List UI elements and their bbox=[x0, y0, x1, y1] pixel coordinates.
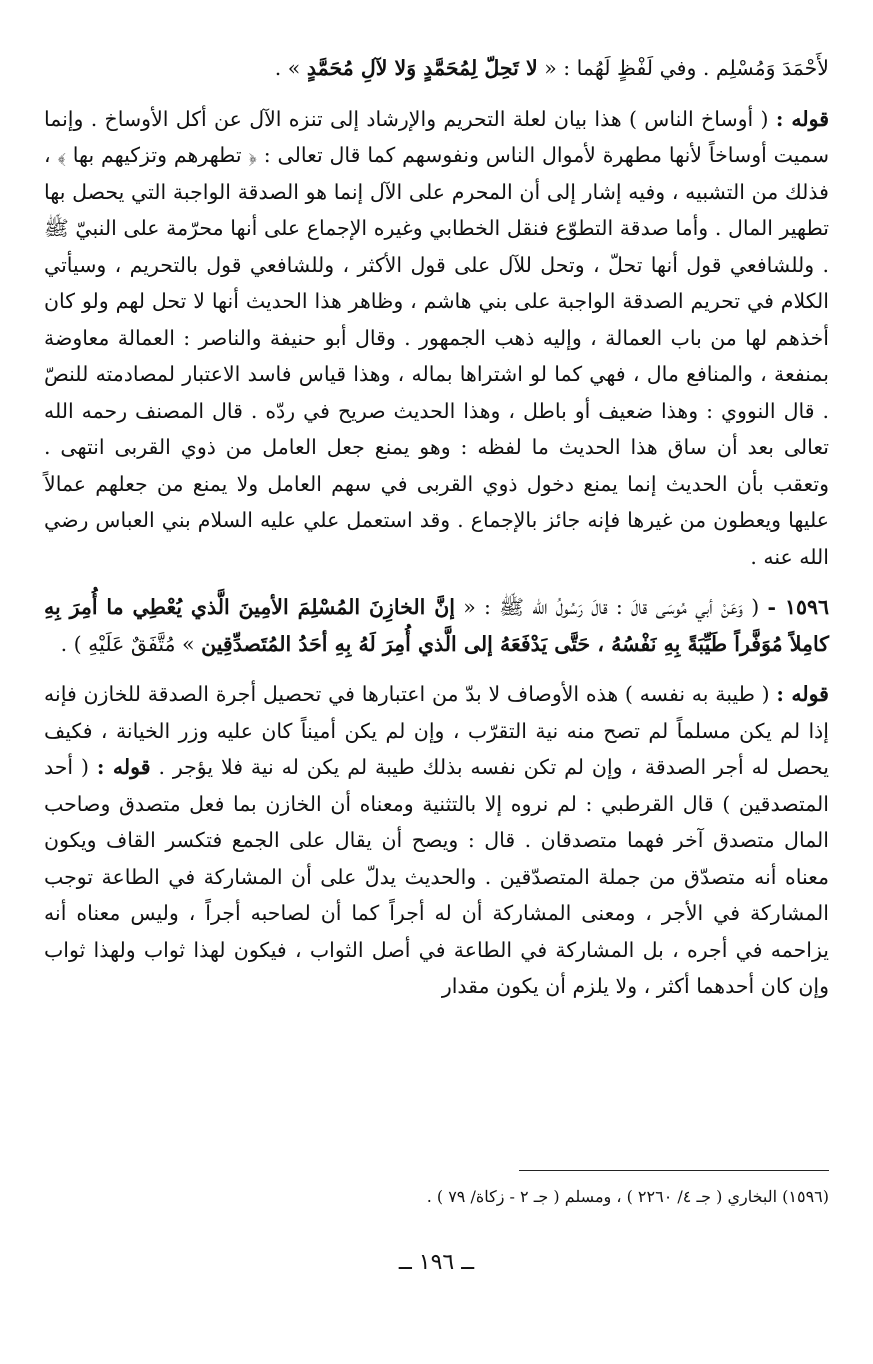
page-number: ــ ١٩٦ ــ bbox=[398, 1250, 475, 1275]
hadith-paragraph bbox=[44, 589, 829, 662]
hadith-number: ١٥٩٦ - bbox=[767, 595, 829, 619]
commentary-paragraph-1 bbox=[44, 101, 829, 576]
intro-bold-quote: لا تَحِلّ لِمُحَمَّدٍ وَلا لآلِ مُحَمَّدٍ bbox=[306, 56, 538, 80]
hadith-text: إنَّ الخازِنَ المُسْلِمَ الأمِينَ الَّذي يُعْطِي ما أُمِرَ بِهِ كامِلاً مُوَفَّراً طَيِّبَةً بِهِ نَفْسُهُ ، حَتَّى يَدْفَعَهُ إلى الَّذي أُمِرَ لَهُ بِهِ أحَدُ المُتَصدِّقِين bbox=[44, 595, 829, 656]
commentary-keyword: قوله : bbox=[775, 106, 829, 131]
footnote-divider bbox=[519, 1170, 829, 1171]
hadith-close: » مُتَّفَقٌ عَلَيْهِ ) . bbox=[60, 631, 195, 656]
intro-line bbox=[44, 50, 829, 87]
commentary-paragraph-2 bbox=[44, 676, 829, 1005]
commentary-keyword: قوله : bbox=[96, 755, 151, 779]
intro-text: لأَحْمَدَ وَمُسْلِم . وفي لَفْظٍ لَهُما : « bbox=[544, 56, 829, 80]
intro-close: » . bbox=[274, 56, 301, 80]
commentary-text: ( أحد المتصدقين ) قال القرطبي : لم نروه إلا بالتثنية ومعناه أن الخازن بما فعل متصدق وصاحب المال متصدق آخر فهما متصدقان . قال : ويصح أن يقال على الجمع فتكسر القاف ويكون معناه أنه متصدّق من جملة المتصدّقين . والحديث يدلّ على أن المشاركة في الطاعة توجب المشاركة في الأجر ، ومعنى المشاركة أن له أجراً كما أن لصاحبه أجراً ، وليس معناه أنه يزاحمه في أجره ، بل المشاركة في الطاعة في أصل الثواب ، فيكون لهذا ثواب ولهذا ثواب وإن كان أحدهما أكثر ، ولا يلزم أن يكون مقدار bbox=[44, 755, 829, 998]
hadith-narrator: ( وَعَنْ أبي مُوسَى قالَ : قالَ رَسُولُ الله ﷺ : « bbox=[463, 595, 760, 619]
commentary-keyword: قوله : bbox=[776, 682, 829, 706]
commentary-text: ( أوساخ الناس ) هذا بيان لعلة التحريم والإرشاد إلى تنزه الآل عن أكل الأوساخ . وإنما سميت أوساخاً لأنها مطهرة لأموال الناس ونفوسهم كما قال تعالى : ﴿ تطهرهم وتزكيهم بها ﴾ ، فذلك من التشبيه ، وفيه إشار إلى أن المحرم على الآل إنما هو الصدقة الواجبة التي يحصل بها تطهير المال . وأما صدقة التطوّع فنقل الخطابي وغيره الإجماع على أنها محرّمة على النبيّ ﷺ . وللشافعي قول أنها تحلّ ، وتحل للآل على قول الأكثر ، وللشافعي قول بالتحريم ، وسيأتي الكلام في تحريم الصدقة الواجبة على بني هاشم ، وظاهر هذا الحديث أنها لا تحل لهم ولو كان أخذهم لها من باب العمالة ، وإليه ذهب الجمهور . وقال أبو حنيفة والناصر : العمالة معاوضة بمنفعة ، والمنافع مال ، فهي كما لو اشتراها بماله ، وهذا قياس فاسد الاعتبار لمصادمته للنصّ . قال النووي : وهذا ضعيف أو باطل ، وهذا الحديث صريح في ردّه . قال المصنف رحمه الله تعالى بعد أن ساق هذا الحديث ما لفظه : وهو يمنع جعل العامل من ذوي القربى انتهى . وتعقب بأن الحديث إنما يمنع دخول ذوي القربى في سهم العامل ولا يمنع من جعلهم عمالاً عليها ويعطون من غيرها فإنه جائز بالإجماع . وقد استعمل علي عليه السلام بني العباس رضي الله عنه . bbox=[44, 106, 829, 569]
commentary-text: ( طيبة به نفسه ) هذه الأوصاف لا بدّ من اعتبارها في تحصيل أجرة الصدقة للخازن فإنه إذا لم يكن مسلماً لم تصح منه نية التقرّب ، وإن لم يكن أميناً كان عليه وزر الخيانة ، فكيف يحصل له أجر الصدقة ، وإن لم تكن نفسه بذلك طيبة لم يكن له نية فلا يؤجر . bbox=[44, 682, 829, 779]
footnote: (١٥٩٦) البخاري ( جـ ٤/ ٢٢٦٠ ) ، ومسلم ( جـ ٢ - زكاة/ ٧٩ ) . bbox=[426, 1187, 829, 1206]
